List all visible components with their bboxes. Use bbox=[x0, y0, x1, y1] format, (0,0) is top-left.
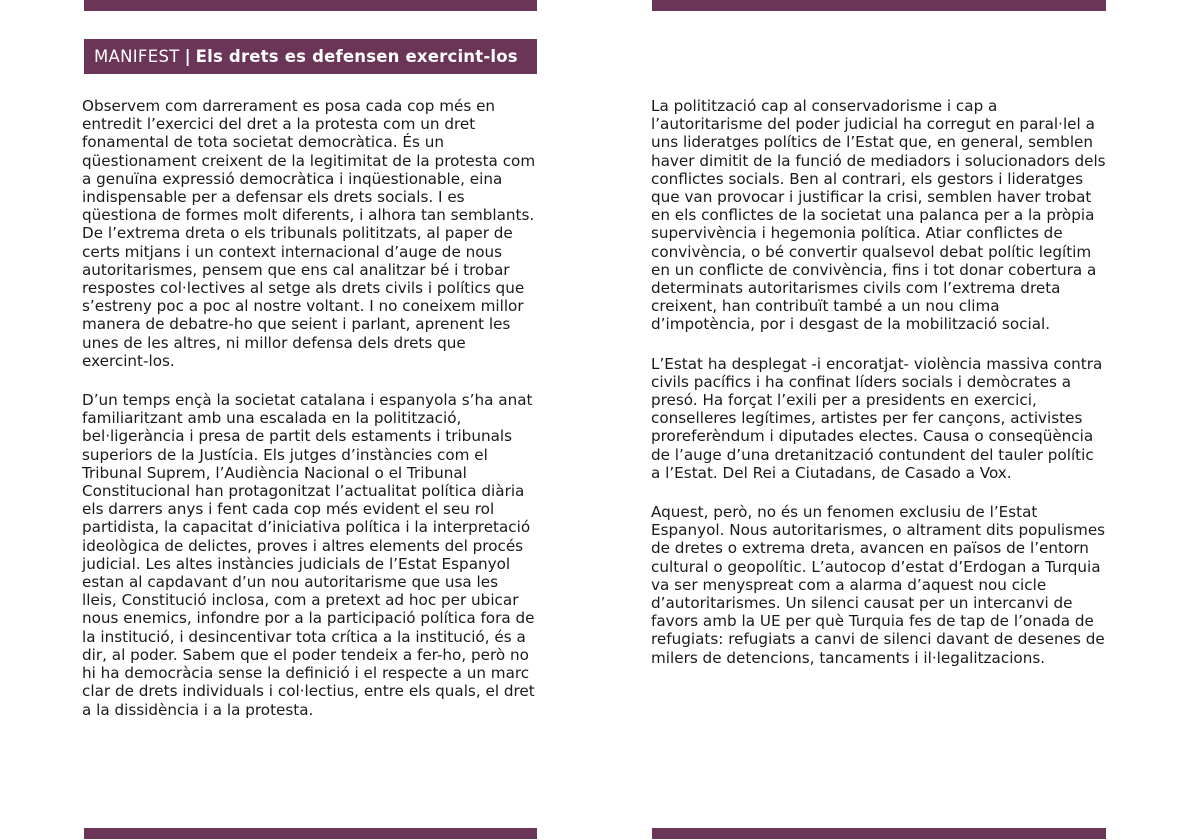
left-paragraph-1: Observem com darrerament es posa cada cop més en entredit l’exercici del dret a la protesta com un dret fonamental de tota societat democràtica. És un qüestionament creixent de la legitimitat de la protesta com a genuïna expressió democràtica i inqüestionable, eina indispensable per a defensar els drets socials. I es qüestiona de formes molt diferents, i alhora tan semblants. De l’extrema dreta o els tribunals polititzats, al paper de certs mitjans i un context internacional d’auge de nous autoritarismes, pensem que ens cal analitzar bé i trobar respostes col·lectives al setge als drets civils i polítics que s’estreny poc a poc al nostre voltant. I no coneixem millor manera de debatre-ho que seient i parlant, aprenent les unes de les altres, ni millor defensa dels drets que exercint-los. bbox=[82, 97, 536, 370]
page-title: Els drets es defensen exercint-los bbox=[195, 47, 518, 66]
bottom-left-accent-bar bbox=[84, 828, 537, 839]
right-paragraph-2: L’Estat ha desplegat -i encoratjat- violència massiva contra civils pacífics i ha confinat líders socials i demòcrates a presó. Ha forçat l’exili per a presidents en exercici, conselleres legítimes, artistes per fer cançons, activistes proreferèndum i diputades electes. Causa o conseqüència de l’auge d’una dretanització contundent del tauler polític a l’Estat. Del Rei a Ciutadans, de Casado a Vox. bbox=[651, 354, 1103, 482]
left-paragraph-2: D’un temps ençà la societat catalana i espanyola s’ha anat familiaritzant amb una escalada en la politització, bel·ligerància i presa de partit dels estaments i tribunals superiors de la Justícia. Els jutges d’instàncies com el Tribunal Suprem, l’Audiència Nacional o el Tribunal Constitucional han protagonitzat l’actualitat política diària els darrers anys i fent cada cop més evident el seu rol partidista, la capacitat d’iniciativa política i la interpretació ideològica de delictes, proves i altres elements del procés judicial. Les altes instàncies judicials de l’Estat Espanyol estan al capdavant d’un nou autoritarisme que usa les lleis, Constitució inclosa, com a pretext ad hoc per ubicar nous enemics, infondre por a la participació política fora de la institució, i desincentivar tota crítica a la institució, és a dir, al poder. Sabem que el poder tendeix a fer-ho, però no hi ha democràcia sense la definició i el respecte a un marc clar de drets individuals i col·lectius, entre els quals, el dret a la dissidència i a la protesta. bbox=[82, 391, 535, 719]
top-left-accent-bar bbox=[84, 0, 537, 11]
right-paragraph-3: Aquest, però, no és un fenomen exclusiu de l’Estat Espanyol. Nous autoritarismes, o altrament dits populismes de dretes o extrema dreta, avancen en països de l’entorn cultural o geopolític. L’autocop d’estat d’Erdogan a Turquia va ser menyspreat com a alarma d’aquest nou cicle d’autoritarismes. Un silenci causat per un intercanvi de favors amb la UE per què Turquia fes de tap de l’onada de refugiats: refugiats a canvi de silenci davant de desenes de milers de detencions, tancaments i il·legalitzacions. bbox=[651, 503, 1106, 667]
right-paragraph-1: La politització cap al conservadorisme i cap a l’autoritarisme del poder judicial ha corregut en paral·lel a uns lideratges polítics de l’Estat que, en general, semblen haver dimitit de la funció de mediadors i solucionadors dels conflictes socials. Ben al contrari, els gestors i lideratges que van provocar i justificar la crisi, semblen haver trobat en els conflictes de la societat una palanca per a la pròpia supervivència i hegemonia política. Atiar conflictes de convivència, o bé convertir qualsevol debat polític legítim en un conflicte de convivència, fins i tot donar cobertura a determinats autoritarismes civils com l’extrema dreta creixent, han contribuït també a un nou clima d’impotència, por i desgast de la mobilització social. bbox=[651, 97, 1106, 334]
left-column bbox=[82, 97, 537, 740]
section-header bbox=[84, 39, 537, 74]
top-right-accent-bar bbox=[652, 0, 1106, 11]
header-kicker: MANIFEST bbox=[94, 47, 180, 66]
right-column bbox=[651, 97, 1106, 688]
header-separator: | bbox=[184, 47, 191, 66]
bottom-right-accent-bar bbox=[652, 828, 1106, 839]
